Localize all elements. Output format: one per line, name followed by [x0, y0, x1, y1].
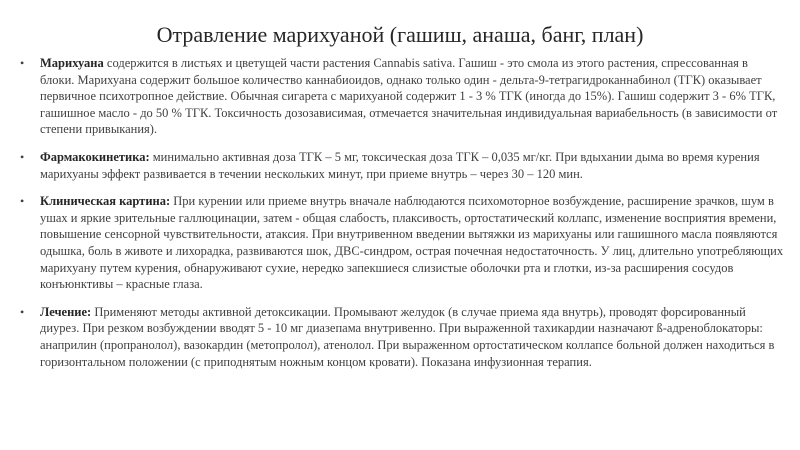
item-text: Применяют методы активной детоксикации. Промывают желудок (в случае приема яда внутрь), проводят форсированный диурез. При резком возбуждении вводят 5 - 10 мг диазепама внутривенно. При выраженной тахикардии назначают ß-адреноблокаторы: анаприлин (пропранолол), вазокардин (метопролол), атенолол. При выраженном ортостатическом коллапсе больной должен находиться в горизонтальном положении (с приподнятым ножным концом кровати). Показана инфузионная терапия. [40, 304, 775, 369]
term-label: Лечение: [40, 304, 92, 319]
bullet-icon: • [20, 149, 25, 164]
bullet-icon: • [20, 56, 25, 70]
bullet-icon: • [20, 194, 25, 209]
list-item-clinical-picture [20, 193, 785, 293]
list-item-treatment [20, 304, 785, 370]
item-text: При курении или приеме внутрь вначале наблюдаются психомоторное возбуждение, расширение зрачков, шум в ушах и яркие зрительные галлюцинации, затем - общая слабость, плаксивость, ортостатический коллапс, изменение восприятия времени, повышение сенсорной чувствительности, атаксия. При внутривенном введении вытяжки из марихуаны или гашишного масла появляются одышка, боль в животе и лихорадка, развиваются шок, ДВС-синдром, острая почечная недостаточность. У лиц, длительно употребляющих марихуану путем курения, обнаруживают сухие, нередко запекшиеся слизистые оболочки рта и глотки, из-за расширения сосудов конъюнктивы – красные глаза. [40, 194, 784, 292]
item-text: содержится в листьях и цветущей части растения Cannabis sativa. Гашиш - это смола из этого растения, спрессованная в блоки. Марихуана содержит большое количество каннабиоидов, однако только один - дельта-9-тетрагидроканнабинол (ТГК) оказывает первичное психотропное действие. Обычная сигарета с марихуаной содержит 1 - 3 % ТГК (иногда до 15%). Гашиш содержит 3 - 6% ТГК, гашишное масло - до 50 % ТГК. Токсичность дозозависимая, отмечается значительная индивидуальная вариабельность (в зависимости от степени привыкания). [40, 56, 778, 137]
bullet-list [20, 55, 785, 381]
term-label: Клиническая картина: [40, 194, 171, 209]
term-label: Марихуана [40, 56, 104, 70]
list-item-pharmacokinetics [20, 149, 785, 182]
list-item-marijuana [20, 55, 785, 138]
term-label: Фармакокинетика: [40, 149, 150, 164]
bullet-icon: • [20, 304, 25, 319]
item-text: минимально активная доза ТГК – 5 мг, токсическая доза ТГК – 0,035 мг/кг. При вдыхании дыма во время курения марихуаны эффект развивается в течении нескольких минут, при приеме внутрь – через 30 – 120 мин. [40, 149, 760, 181]
slide-title: Отравление марихуаной (гашиш, анаша, банг, план) [156, 22, 644, 47]
